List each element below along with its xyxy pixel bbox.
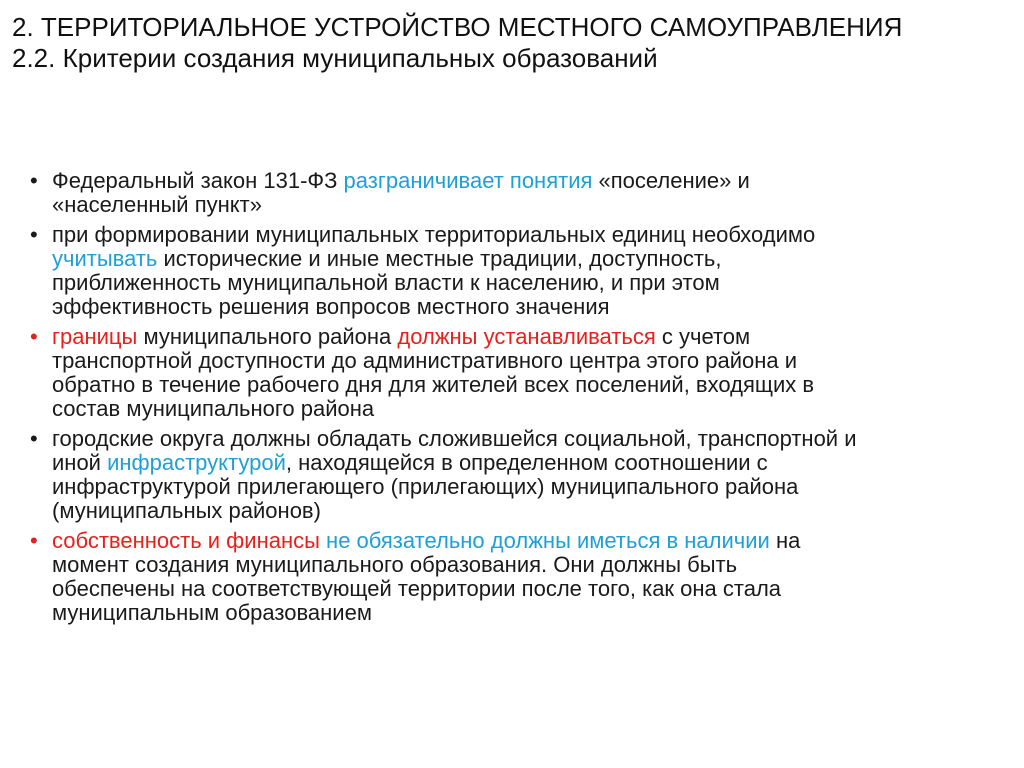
- highlight-text: инфраструктурой: [107, 450, 286, 475]
- bullet-line: при формировании муниципальных территориальных единиц необходимо: [52, 222, 816, 247]
- bullet-line: инфраструктурой прилегающего (прилегающих) муниципального района: [52, 474, 799, 499]
- bullet-list: [30, 169, 1000, 631]
- bullet-marker: •: [30, 426, 38, 451]
- bullet-line: муниципальным образованием: [52, 600, 372, 625]
- subsection-title: 2.2. Критерии создания муниципальных образований: [12, 43, 658, 73]
- bullet-line: «населенный пункт»: [52, 192, 262, 217]
- bullet-marker: •: [30, 324, 38, 349]
- bullet-marker: •: [30, 168, 38, 193]
- bullet-line: эффективность решения вопросов местного значения: [52, 294, 610, 319]
- highlight-text: собственность и финансы: [52, 528, 320, 553]
- bullet-line: обеспечены на соответствующей территории после того, как она стала: [52, 576, 782, 601]
- highlight-text: разграничивает понятия: [343, 168, 593, 193]
- bullet-line: обратно в течение рабочего дня для жителей всех поселений, входящих в: [52, 372, 815, 397]
- bullet-marker: •: [30, 222, 38, 247]
- bullet-line: собственность и финансы не обязательно должны иметься в наличии на: [52, 528, 801, 553]
- bullet-line: приближенность муниципальной власти к населению, и при этом: [52, 270, 720, 295]
- highlight-text: должны устанавливаться: [397, 324, 656, 349]
- bullet-line: транспортной доступности до административного центра этого района и: [52, 348, 798, 373]
- bullet-item-city-districts: [30, 427, 1000, 523]
- bullet-line: городские округа должны обладать сложившейся социальной, транспортной и: [52, 426, 857, 451]
- bullet-line: состав муниципального района: [52, 396, 375, 421]
- bullet-line: иной инфраструктурой, находящейся в определенном соотношении с: [52, 450, 768, 475]
- bullet-item-traditions: [30, 223, 1000, 319]
- bullet-line: (муниципальных районов): [52, 498, 321, 523]
- bullet-line: границы муниципального района должны устанавливаться с учетом: [52, 324, 751, 349]
- bullet-item-property-finance: [30, 529, 1000, 625]
- section-title: 2. ТЕРРИТОРИАЛЬНОЕ УСТРОЙСТВО МЕСТНОГО САМОУПРАВЛЕНИЯ: [12, 12, 903, 42]
- slide-title: [12, 12, 1012, 74]
- highlight-text: границы: [52, 324, 138, 349]
- bullet-item-law-131: [30, 169, 1000, 217]
- bullet-line: учитывать исторические и иные местные традиции, доступность,: [52, 246, 722, 271]
- bullet-line: Федеральный закон 131-ФЗ разграничивает понятия «поселение» и: [52, 168, 750, 193]
- highlight-text: учитывать: [52, 246, 158, 271]
- bullet-item-district-borders: [30, 325, 1000, 421]
- bullet-marker: •: [30, 528, 38, 553]
- bullet-line: момент создания муниципального образования. Они должны быть: [52, 552, 738, 577]
- highlight-text: не обязательно должны иметься в наличии: [326, 528, 770, 553]
